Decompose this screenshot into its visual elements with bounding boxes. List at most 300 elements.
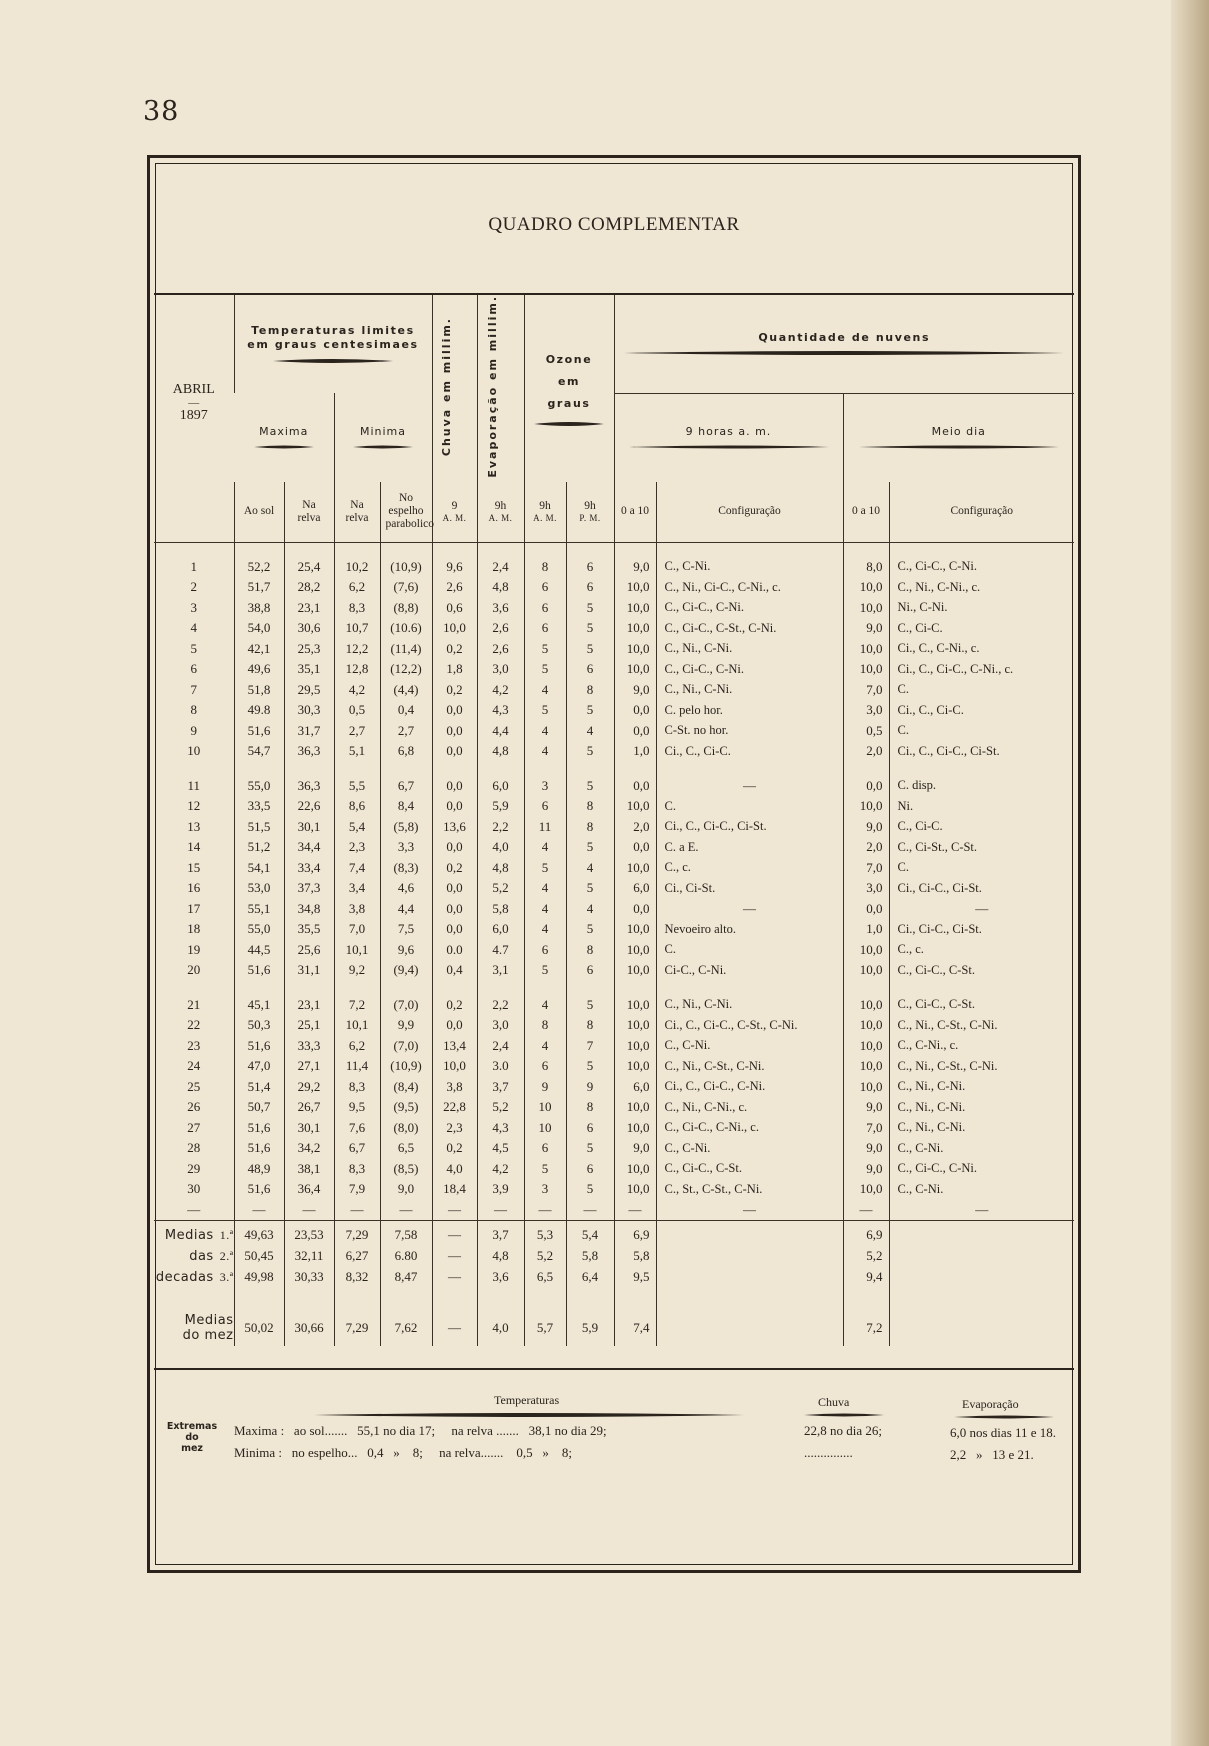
header-espelho: No espelho parabolico xyxy=(380,482,432,543)
cell-relva-min: 12,2 xyxy=(334,639,380,660)
cell-nuvens-9h: 10,0 xyxy=(614,1036,656,1057)
cell-evaporacao: 4,0 xyxy=(477,837,524,858)
month-cell-oam: 5,7 xyxy=(524,1310,566,1346)
cell-chuva: 3,8 xyxy=(432,1077,477,1098)
cell-relva-max: 28,2 xyxy=(284,577,334,598)
cell-nuvens-9h: 10,0 xyxy=(614,1015,656,1036)
cell-ao-sol: 51,2 xyxy=(234,837,284,858)
cell-ozone-am: 10 xyxy=(524,1118,566,1139)
cell-config-9h: C., Ni., C-Ni., c. xyxy=(656,1097,843,1118)
cell-espelho: 8,4 xyxy=(380,796,432,817)
cell-config-meio: C., Ci-C., C-Ni. xyxy=(889,557,1074,578)
cell-nuvens-meio: 9,0 xyxy=(843,1138,889,1159)
cell-config-9h: C., Ni., C-Ni. xyxy=(656,639,843,660)
cell-ozone-pm: 5 xyxy=(566,919,614,940)
cell-ozone-pm: 5 xyxy=(566,995,614,1016)
table-body xyxy=(154,542,1074,1220)
table-row xyxy=(154,817,1074,838)
header-config-meio: Configuração xyxy=(889,482,1074,543)
swash-ornament xyxy=(254,444,314,450)
cell-ozone-am: 6 xyxy=(524,598,566,619)
cell-chuva: 0,0 xyxy=(432,776,477,797)
month-cell-rmin: 7,29 xyxy=(334,1310,380,1346)
cell-espelho: 6,7 xyxy=(380,776,432,797)
cell-ozone-am: 5 xyxy=(524,700,566,721)
cell-relva-min: 8,3 xyxy=(334,598,380,619)
cell-config-9h: C., C-Ni. xyxy=(656,1036,843,1057)
cell-day: 18 xyxy=(187,921,201,937)
cell-ozone-pm: 6 xyxy=(566,659,614,680)
cell-config-meio: C., c. xyxy=(889,940,1074,961)
cell-ao-sol: 51,7 xyxy=(234,577,284,598)
cell-config-meio: C., Ci-C., C-St. xyxy=(889,960,1074,981)
cell-nuvens-9h: 10,0 xyxy=(614,1097,656,1118)
cell-chuva: 10,0 xyxy=(432,1056,477,1077)
means-cell-rmin: 8,32 xyxy=(334,1267,380,1288)
cell-relva-min: 6,2 xyxy=(334,577,380,598)
cell-espelho: (4,4) xyxy=(380,680,432,701)
header-maxima: Maxima xyxy=(234,393,334,481)
cell-evaporacao: 2,6 xyxy=(477,618,524,639)
cell-day: 22 xyxy=(187,1017,201,1033)
page-edge xyxy=(1171,0,1209,1746)
cell-config-meio: Ci., C., Ci-C., Ci-St. xyxy=(889,741,1074,762)
table-title: QUADRO COMPLEMENTAR xyxy=(488,214,740,235)
cell-ao-sol: 55,0 xyxy=(234,776,284,797)
cell-relva-max: 29,5 xyxy=(284,680,334,701)
cell-chuva: 2,3 xyxy=(432,1118,477,1139)
cell-config-9h: Ci-C., C-Ni. xyxy=(656,960,843,981)
cell-nuvens-meio: 10,0 xyxy=(843,1179,889,1200)
means-cell-chuva: — xyxy=(432,1267,477,1288)
cell-ozone-am: 8 xyxy=(524,1015,566,1036)
header-evap-sub: 9h A. M. xyxy=(477,482,524,543)
cell-day: 9 xyxy=(190,722,197,738)
cell-relva-max: 35,5 xyxy=(284,919,334,940)
cell-ozone-pm: 8 xyxy=(566,817,614,838)
cell-nuvens-9h: 1,0 xyxy=(614,741,656,762)
extremes-temp-heading: Temperaturas xyxy=(494,1393,560,1407)
means-cell-esp: 8,47 xyxy=(380,1267,432,1288)
cell-relva-max: 26,7 xyxy=(284,1097,334,1118)
table-row xyxy=(154,858,1074,879)
table-row xyxy=(154,1036,1074,1057)
cell-nuvens-9h: 0,0 xyxy=(614,899,656,920)
means-cell-esp: 6.80 xyxy=(380,1246,432,1267)
cell-nuvens-meio: 10,0 xyxy=(843,639,889,660)
cell-config-9h: C., Ni., C-Ni. xyxy=(656,995,843,1016)
table-row xyxy=(154,680,1074,701)
cell-nuvens-meio: 2,0 xyxy=(843,741,889,762)
cell-ozone-pm: 5 xyxy=(566,1138,614,1159)
cell-ao-sol: 51,6 xyxy=(234,960,284,981)
cell-nuvens-9h: 10,0 xyxy=(614,796,656,817)
month-cell-esp: 7,62 xyxy=(380,1310,432,1346)
cell-nuvens-meio: 7,0 xyxy=(843,858,889,879)
cell-evaporacao: 4,4 xyxy=(477,721,524,742)
month-blank xyxy=(656,1310,843,1346)
header-chuva: Chuva em millim. xyxy=(432,294,477,482)
cell-espelho: (8,0) xyxy=(380,1118,432,1139)
cell-config-9h: C., Ni., C-Ni. xyxy=(656,680,843,701)
swash-ornament xyxy=(353,444,413,450)
cell-ozone-am: 4 xyxy=(524,878,566,899)
cell-espelho: 3,3 xyxy=(380,837,432,858)
cell-config-9h: Ci., C., Ci-C. xyxy=(656,741,843,762)
cell-espelho: (11,4) xyxy=(380,639,432,660)
dash-cell: — xyxy=(566,1200,614,1221)
cell-nuvens-9h: 10,0 xyxy=(614,618,656,639)
cell-evaporacao: 4,8 xyxy=(477,741,524,762)
cell-relva-min: 9,2 xyxy=(334,960,380,981)
cell-evaporacao: 5,2 xyxy=(477,878,524,899)
cell-espelho: (8,8) xyxy=(380,598,432,619)
cell-nuvens-9h: 10,0 xyxy=(614,1056,656,1077)
cell-ao-sol: 47,0 xyxy=(234,1056,284,1077)
table-row xyxy=(154,1077,1074,1098)
month-cell-nm: 7,2 xyxy=(843,1310,889,1346)
header-temp-group xyxy=(234,294,432,393)
cell-relva-max: 30,3 xyxy=(284,700,334,721)
cell-espelho: (10,9) xyxy=(380,557,432,578)
cell-nuvens-9h: 10,0 xyxy=(614,639,656,660)
decade-number: 3.ª xyxy=(219,1269,234,1284)
header-escala-meio: 0 a 10 xyxy=(843,482,889,543)
cell-relva-max: 30,6 xyxy=(284,618,334,639)
cell-ozone-pm: 5 xyxy=(566,776,614,797)
cell-espelho: (7,0) xyxy=(380,1036,432,1057)
cell-espelho: (8,3) xyxy=(380,858,432,879)
cell-ozone-pm: 8 xyxy=(566,940,614,961)
cell-config-9h: C., c. xyxy=(656,858,843,879)
means-cell-sol: 49,63 xyxy=(234,1225,284,1246)
cell-day: 16 xyxy=(187,880,201,896)
means-cell-esp: 7,58 xyxy=(380,1225,432,1246)
cell-config-meio: C., Ci-C., C-Ni. xyxy=(889,1159,1074,1180)
month-means-row xyxy=(154,1310,1074,1346)
means-row xyxy=(154,1267,1074,1288)
cell-day: 4 xyxy=(190,620,197,636)
table-row xyxy=(154,960,1074,981)
cell-relva-min: 0,5 xyxy=(334,700,380,721)
cell-config-9h: Ci., C., Ci-C., Ci-St. xyxy=(656,817,843,838)
cell-relva-min: 7,4 xyxy=(334,858,380,879)
cell-chuva: 13,6 xyxy=(432,817,477,838)
cell-relva-min: 12,8 xyxy=(334,659,380,680)
cell-config-meio: C., Ni., C-St., C-Ni. xyxy=(889,1015,1074,1036)
cell-chuva: 18,4 xyxy=(432,1179,477,1200)
header-meio-dia: Meio dia xyxy=(843,393,1074,481)
cell-relva-min: 7,2 xyxy=(334,995,380,1016)
cell-chuva: 22,8 xyxy=(432,1097,477,1118)
cell-evaporacao: 2,2 xyxy=(477,817,524,838)
means-cell-evap: 3,7 xyxy=(477,1225,524,1246)
cell-ao-sol: 50,7 xyxy=(234,1097,284,1118)
cell-nuvens-9h: 6,0 xyxy=(614,878,656,899)
dash-cell: — xyxy=(843,1200,889,1221)
table-header xyxy=(154,294,1074,542)
month-means-label-top: Medias xyxy=(184,1312,234,1328)
header-ozone: Ozone em graus xyxy=(524,294,614,482)
table-row xyxy=(154,899,1074,920)
cell-nuvens-9h: 10,0 xyxy=(614,1118,656,1139)
cell-relva-min: 5,5 xyxy=(334,776,380,797)
cell-ozone-pm: 6 xyxy=(566,960,614,981)
cell-ao-sol: 50,3 xyxy=(234,1015,284,1036)
cell-day: 21 xyxy=(187,996,201,1012)
swash-ornament xyxy=(859,444,1059,450)
month-means-label-bot: do mez xyxy=(182,1327,234,1343)
cell-ozone-am: 6 xyxy=(524,618,566,639)
cell-config-9h: C. xyxy=(656,940,843,961)
header-year: 1897 xyxy=(179,408,208,424)
cell-ozone-pm: 4 xyxy=(566,899,614,920)
cell-ozone-pm: 5 xyxy=(566,878,614,899)
extremes-min-line: Minima : no espelho... 0,4 » 8; na relva....... 0,5 » 8; xyxy=(234,1445,572,1460)
cell-config-9h: C., Ci-C., C-Ni., c. xyxy=(656,1118,843,1139)
cell-nuvens-meio: 0,0 xyxy=(843,776,889,797)
means-cell-oam: 5,3 xyxy=(524,1225,566,1246)
page-number: 38 xyxy=(143,96,180,127)
swash-ornament xyxy=(629,444,829,450)
cell-day: 20 xyxy=(187,962,201,978)
cell-ao-sol: 51,6 xyxy=(234,1179,284,1200)
means-label xyxy=(154,1267,234,1288)
cell-config-meio: C., Ci-C. xyxy=(889,618,1074,639)
cell-nuvens-meio: 10,0 xyxy=(843,659,889,680)
cell-config-meio: C. xyxy=(889,721,1074,742)
cell-ao-sol: 51,5 xyxy=(234,817,284,838)
cell-espelho: (8,4) xyxy=(380,1077,432,1098)
cell-relva-min: 11,4 xyxy=(334,1056,380,1077)
cell-nuvens-meio: 7,0 xyxy=(843,1118,889,1139)
cell-day: 8 xyxy=(190,702,197,718)
cell-config-meio: — xyxy=(889,899,1074,920)
cell-evaporacao: 6,0 xyxy=(477,776,524,797)
cell-relva-min: 10,1 xyxy=(334,1015,380,1036)
cell-config-9h: C. pelo hor. xyxy=(656,700,843,721)
cell-nuvens-meio: 3,0 xyxy=(843,878,889,899)
cell-config-9h: C., Ci-C., C-Ni. xyxy=(656,659,843,680)
cell-nuvens-meio: 8,0 xyxy=(843,557,889,578)
cell-ozone-pm: 8 xyxy=(566,796,614,817)
cell-ozone-am: 6 xyxy=(524,796,566,817)
cell-config-9h: C., C-Ni. xyxy=(656,557,843,578)
dash-cell: — xyxy=(614,1200,656,1221)
means-cell-rmax: 30,33 xyxy=(284,1267,334,1288)
cell-espelho: 0,4 xyxy=(380,700,432,721)
cell-config-meio: Ci., Ci-C., Ci-St. xyxy=(889,919,1074,940)
cell-relva-max: 35,1 xyxy=(284,659,334,680)
dash-cell: — xyxy=(889,1200,1074,1221)
cell-evaporacao: 5,9 xyxy=(477,796,524,817)
cell-day: 12 xyxy=(187,798,201,814)
cell-ao-sol: 45,1 xyxy=(234,995,284,1016)
cell-relva-min: 4,2 xyxy=(334,680,380,701)
cell-evaporacao: 3,0 xyxy=(477,1015,524,1036)
cell-chuva: 0,0 xyxy=(432,796,477,817)
cell-ozone-pm: 5 xyxy=(566,1056,614,1077)
cell-ozone-am: 4 xyxy=(524,721,566,742)
cell-nuvens-meio: 10,0 xyxy=(843,995,889,1016)
cell-relva-min: 2,3 xyxy=(334,837,380,858)
cell-day: 27 xyxy=(187,1119,201,1135)
cell-nuvens-9h: 9,0 xyxy=(614,680,656,701)
cell-ozone-pm: 4 xyxy=(566,858,614,879)
cell-nuvens-9h: 10,0 xyxy=(614,1179,656,1200)
cell-config-9h: C., C-Ni. xyxy=(656,1138,843,1159)
cell-nuvens-meio: 9,0 xyxy=(843,1097,889,1118)
table-row xyxy=(154,659,1074,680)
header-nuvens: Quantidade de nuvens xyxy=(614,294,1074,393)
cell-config-meio: C., Ci-C. xyxy=(889,817,1074,838)
cell-relva-max: 25,1 xyxy=(284,1015,334,1036)
cell-ozone-pm: 4 xyxy=(566,721,614,742)
cell-chuva: 0,2 xyxy=(432,995,477,1016)
month-cell-n9: 7,4 xyxy=(614,1310,656,1346)
cell-config-9h: C. xyxy=(656,796,843,817)
table-end-rule xyxy=(154,1368,1074,1370)
cell-evaporacao: 4.7 xyxy=(477,940,524,961)
cell-ozone-am: 3 xyxy=(524,776,566,797)
cell-chuva: 4,0 xyxy=(432,1159,477,1180)
cell-relva-max: 25,4 xyxy=(284,557,334,578)
cell-nuvens-meio: 10,0 xyxy=(843,1056,889,1077)
means-blank xyxy=(889,1225,1074,1246)
header-na-relva-max: Na relva xyxy=(284,482,334,543)
cell-nuvens-9h: 0,0 xyxy=(614,700,656,721)
means-spacer xyxy=(154,1288,1074,1310)
header-escala-9h: 0 a 10 xyxy=(614,482,656,543)
cell-config-meio: C., C-Ni., c. xyxy=(889,1036,1074,1057)
cell-ao-sol: 51,6 xyxy=(234,1036,284,1057)
table-row xyxy=(154,721,1074,742)
cell-relva-min: 7,0 xyxy=(334,919,380,940)
cell-espelho: 7,5 xyxy=(380,919,432,940)
cell-evaporacao: 4,3 xyxy=(477,700,524,721)
cell-ozone-pm: 8 xyxy=(566,1015,614,1036)
means-blank xyxy=(889,1267,1074,1288)
cell-ozone-pm: 5 xyxy=(566,700,614,721)
cell-nuvens-9h: 0,0 xyxy=(614,721,656,742)
cell-relva-max: 37,3 xyxy=(284,878,334,899)
cell-evaporacao: 5,2 xyxy=(477,1097,524,1118)
cell-nuvens-9h: 10,0 xyxy=(614,659,656,680)
cell-chuva: 10,0 xyxy=(432,618,477,639)
table-row xyxy=(154,741,1074,762)
cell-ozone-pm: 5 xyxy=(566,618,614,639)
means-cell-rmax: 23,53 xyxy=(284,1225,334,1246)
cell-config-meio: C. disp. xyxy=(889,776,1074,797)
cell-ozone-pm: 8 xyxy=(566,680,614,701)
dash-cell: — xyxy=(432,1200,477,1221)
cell-ozone-am: 5 xyxy=(524,639,566,660)
means-cell-opm: 5,8 xyxy=(566,1246,614,1267)
decade-number: 2.ª xyxy=(219,1248,234,1263)
extremes-chuva-min: ............... xyxy=(804,1445,853,1460)
cell-config-meio: C., Ci-St., C-St. xyxy=(889,837,1074,858)
cell-day: 13 xyxy=(187,818,201,834)
means-label-text: das xyxy=(189,1248,214,1264)
cell-relva-max: 31,7 xyxy=(284,721,334,742)
cell-relva-min: 5,1 xyxy=(334,741,380,762)
cell-nuvens-9h: 9,0 xyxy=(614,557,656,578)
cell-espelho: (7,6) xyxy=(380,577,432,598)
cell-ao-sol: 44,5 xyxy=(234,940,284,961)
cell-chuva: 13,4 xyxy=(432,1036,477,1057)
cell-evaporacao: 2,2 xyxy=(477,995,524,1016)
dash-cell: — xyxy=(656,1200,843,1221)
means-cell-evap: 4,8 xyxy=(477,1246,524,1267)
swash-ornament xyxy=(534,421,604,427)
header-minima: Minima xyxy=(334,393,432,481)
extremes-evap-max: 6,0 nos dias 11 e 18. xyxy=(950,1425,1057,1440)
cell-nuvens-9h: 2,0 xyxy=(614,817,656,838)
means-cell-oam: 5,2 xyxy=(524,1246,566,1267)
cell-config-9h: Ci., C., Ci-C., C-St., C-Ni. xyxy=(656,1015,843,1036)
swash-ornament xyxy=(314,1412,744,1418)
cell-ozone-am: 5 xyxy=(524,858,566,879)
header-month: ABRIL xyxy=(172,382,215,398)
cell-day: 1 xyxy=(190,558,197,574)
cell-config-9h: C-St. no hor. xyxy=(656,721,843,742)
cell-ozone-am: 4 xyxy=(524,837,566,858)
cell-relva-max: 29,2 xyxy=(284,1077,334,1098)
month-cell-sol: 50,02 xyxy=(234,1310,284,1346)
dash-cell: — xyxy=(187,1201,201,1217)
extremes-section xyxy=(154,1393,1074,1513)
cell-config-meio: Ci., C., Ci-C. xyxy=(889,700,1074,721)
cell-nuvens-9h: 10,0 xyxy=(614,995,656,1016)
cell-espelho: (10,9) xyxy=(380,1056,432,1077)
cell-evaporacao: 2,4 xyxy=(477,1036,524,1057)
cell-evaporacao: 4,5 xyxy=(477,1138,524,1159)
dash-cell: — xyxy=(380,1200,432,1221)
cell-evaporacao: 3,6 xyxy=(477,598,524,619)
cell-nuvens-9h: 6,0 xyxy=(614,1077,656,1098)
cell-espelho: 4,6 xyxy=(380,878,432,899)
dash-cell: — xyxy=(477,1200,524,1221)
cell-ozone-pm: 6 xyxy=(566,577,614,598)
cell-nuvens-9h: 10,0 xyxy=(614,577,656,598)
cell-chuva: 0,0 xyxy=(432,721,477,742)
cell-evaporacao: 3,9 xyxy=(477,1179,524,1200)
cell-config-9h: Ci., C., Ci-C., C-Ni. xyxy=(656,1077,843,1098)
table-row xyxy=(154,1097,1074,1118)
month-blank xyxy=(889,1310,1074,1346)
cell-config-9h: C., Ci-C., C-St. xyxy=(656,1159,843,1180)
cell-nuvens-9h: 10,0 xyxy=(614,858,656,879)
extremes-chuva-max: 22,8 no dia 26; xyxy=(804,1423,882,1438)
cell-nuvens-meio: 10,0 xyxy=(843,960,889,981)
cell-espelho: 9,6 xyxy=(380,940,432,961)
cell-nuvens-meio: 9,0 xyxy=(843,618,889,639)
cell-ao-sol: 54,0 xyxy=(234,618,284,639)
cell-nuvens-9h: 0,0 xyxy=(614,776,656,797)
cell-nuvens-9h: 10,0 xyxy=(614,1159,656,1180)
cell-config-9h: Ci., Ci-St. xyxy=(656,878,843,899)
dash-row xyxy=(154,1200,1074,1221)
cell-day: 14 xyxy=(187,839,201,855)
table-row xyxy=(154,1118,1074,1139)
cell-chuva: 0,0 xyxy=(432,700,477,721)
cell-nuvens-meio: 0,5 xyxy=(843,721,889,742)
table-row xyxy=(154,1015,1074,1036)
cell-ozone-am: 8 xyxy=(524,557,566,578)
table-row xyxy=(154,878,1074,899)
cell-ozone-am: 5 xyxy=(524,659,566,680)
row-gap xyxy=(154,981,1074,995)
